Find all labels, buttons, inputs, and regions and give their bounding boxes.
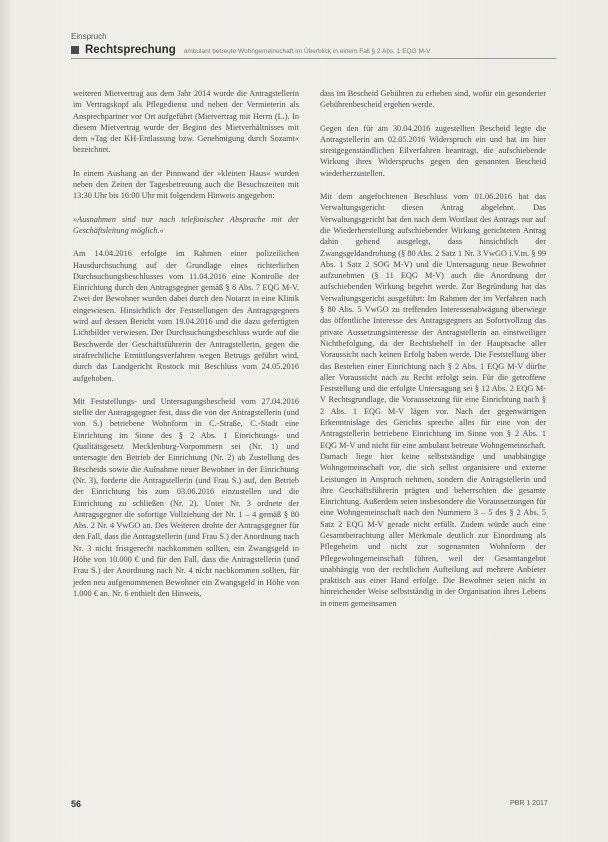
- paragraph: dass im Bescheid Gebühren zu erheben sind, wofür ein gesonderter Gebührenbescheid ergehen werde.: [320, 89, 546, 110]
- section-label: Einspruch: [71, 32, 107, 41]
- paragraph: Gegen den für am 30.04.2016 zugestellten Bescheid legte die Antragstellerin am 02.05.2016 Widerspruch ein und hat im hier streitgegenständlichen Eilverfahren beantragt, die aufschiebende Wirkung ihres Widerspruchs gegen den genannten Bescheid wiederherzustellen.: [320, 123, 546, 178]
- running-header: [71, 44, 556, 56]
- header-rule: [71, 58, 556, 59]
- quoted-paragraph: »Ausnahmen sind nur nach telefonischer Absprache mit der Geschäftsleitung möglich.«: [73, 214, 299, 235]
- paragraph: Am 14.04.2016 erfolgte im Rahmen einer polizeilichen Hausdurchsuchung auf der Grundlage eines richterlichen Durchsuchungsbeschlusses vom 11.04.2016 eine Kontrolle der Einrichtung durch den Antragsgegner gemäß § 8 Abs. 7 EQG M-V. Zwei der Bewohner wurden dabei durch den Notarzt in eine Klinik eingewiesen. Hinsichtlich der Feststellungen des Antragsgegners wird auf dessen Bericht vom 19.04.2016 und die dazu gefertigten Lichtbilder verwiesen. Der Durchsuchungsbeschluss wurde auf die Beschwerde der Geschäftsführerin der Antragstellerin, gegen die strafrechtliche Ermittlungsverfahren wegen Betrugs geführt wird, durch das Landgericht Rostock mit Beschluss vom 24.05.2016 aufgehoben.: [73, 249, 299, 383]
- header-title: Rechtsprechung: [85, 44, 176, 56]
- left-column: [73, 88, 299, 611]
- header-subtitle: ambulant betreute Wohngemeinschaft im Überblick in einem Fall § 2 Abs. 1 EQG M-V: [183, 48, 431, 55]
- header-square-marker: [71, 46, 79, 54]
- paragraph: Mit Feststellungs- und Untersagungsbescheid vom 27.04.2016 stellte der Antragsgegner fest, dass die von der Antragstellerin (und von S.) betriebene Wohnform in C.-Straße, C.-Stadt eine Einrichtung im Sinne des § 2 Abs. 1 Einrichtungs- und Qualitätsgesetz Mecklenburg-Vorpommern sei (Nr. 1) und untersagte den Betrieb der Einrichtung (Nr. 2) ab Zustellung des Bescheids sowie die Aufnahme neuer Bewohner in der Einrichtung (Nr. 3), forderte die Antragstellerin (und Frau S.) auf, den Betrieb der Einrichtung bis zum 03.06.2016 einzustellen und die Einrichtung zu schließen (Nr. 2). Unter Nr. 3 ordnete der Antragsgegner die sofortige Vollziehung der Nr. 1 – 4 gemäß § 80 Abs. 2 Nr. 4 VwGO an. Des Weiteren drohte der Antragsgegner für den Fall, dass die Antragstellerin (und Frau S.) der Anordnung nach Nr. 3 nicht fristgerecht nachkommen sollten, ein Zwangsgeld in Höhe von 10.000 € und für den Fall, dass die Antragstellerin (und Frau S.) der Anordnung nach Nr. 4 nicht nachkommen sollten, für jeden neu aufgenommenen Bewohner ein Zwangsgeld in Höhe von 1.000 € an. Nr. 6 enthielt den Hinweis,: [73, 396, 299, 598]
- paragraph: Mit dem angefochtenen Beschluss vom 01.06.2016 hat das Verwaltungsgericht diesen Antrag abgelehnt. Das Verwaltungsgericht hat den nach dem Wortlaut des Antrags nur auf die Wiederherstellung aufschiebender Wirkung gerichteten Antrag dahin gehend ausgelegt, dass hinsichtlich der Zwangsgeldandrohung (§ 80 Abs. 2 Satz 1 Nr. 3 VwGO i.V.m. § 99 Abs. 1 Satz 2 SOG M-V) und die Untersagung neue Bewohner aufzunehmen (§ 11 EQG M-V) auch die Anordnung der aufschiebenden Wirkung begehrt werde. Zur Begründung hat das Verwaltungsgericht ausgeführt: Im Rahmen der im Verfahren nach § 80 Abs. 5 VwGO zu treffenden Interessenabwägung überwiege das öffentliche Interesse des Antragsgegners an Sofortvollzug das private Aussetzungsinteresse der Antragstellerin an einstweiliger Nichtbefolgung, da der Rechtsbehelf in der Hauptsache aller Voraussicht nach keinen Erfolg haben werde. Die Feststellung über das Bestehen einer Einrichtung nach § 2 Abs. 1 EQG M-V dürfte aller Voraussicht nach zu Recht erfolgt sein. Für die getroffene Feststellung und die erfolgte Untersagung sei § 12 Abs. 2 EQG M-V Rechtsgrundlage, die Voraussetzung für eine Einrichtung nach § 2 Abs. 1 EQG M-V lägen vor. Nach der gegenwärtigen Erkenntnislage des Gerichts spreche alles für eine von der Antragstellerin betriebene Einrichtung im Sinne von § 2 Abs. 1 EQG M-V und nicht für eine ambulant betreute Wohngemeinschaft. Damach liege hier keine selbstständige und unabhängige Wohngemeinschaft vor, die sich selbst organisiere und externe Leistungen in Anspruch nehmen, sondern die Antragstellerin und ihre Geschäftsführerin prägten und beherrschten die gesamte Einrichtung. Außerdem seien insbesondere die Voraussetzungen für eine Wohngemeinschaft nach den Nummern 3 – 5 des § 2 Abs. 5 Satz 2 EQG M-V gerade nicht erfüllt. Zudem würde auch eine Gesamtbetrachtung aller Merkmale deutlich zur Einordnung als Pflegeheim und nicht zur sogenannten Wohnform der Pflegewohngemeinschaft führen, weil der Gesamtangebot unabhängig von der rechtlichen Aufteilung auf mehrere Anbieter praktisch aus einer Hand erfolge. Die Bewohner seien nicht in hinreichender Weise selbstständig in der Organisation ihres Lebens in einem gemeinsamen: [320, 192, 546, 608]
- page-number: 56: [71, 799, 82, 809]
- paragraph: weiteren Mietvertrag aus dem Jahr 2014 wurde die Antragstellerin im Vertragskopf als Pflegedienst und neben der Vermieterin als Ansprechpartner vor Ort aufgeführt (Mietvertrag mit Herrn (L.). In diesem Mietvertrag wurde der Beginn des Mietverhältnisses mit dem »Tag der KH-Entlassung bzw. Genehmigung durch Sozamt« bezeichnet.: [73, 89, 299, 155]
- paragraph: In einem Aushang an der Pinnwand der »kleinen Haus« wurden neben den Zeiten der Tagesbetreuung auch die Besuchszeiten mit 13:30 Uhr bis 16:00 Uhr mit folgendem Hinweis angegeben:: [73, 168, 299, 201]
- right-column: [320, 88, 546, 621]
- journal-issue: PBR 1 2017: [510, 800, 548, 807]
